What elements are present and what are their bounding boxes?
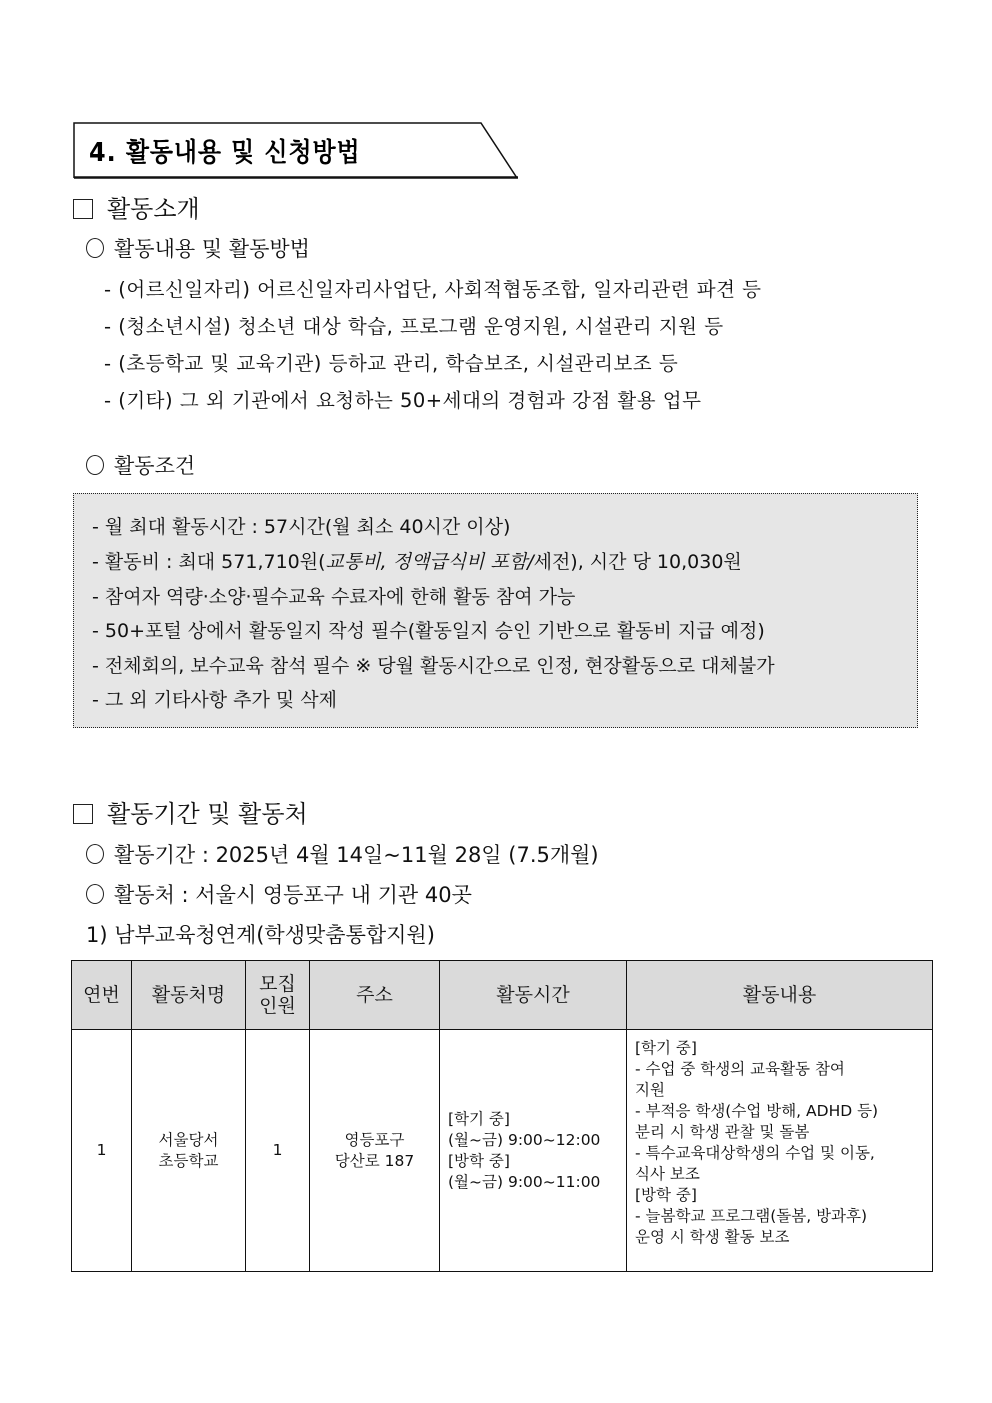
header-name: 활동처명	[132, 961, 246, 1030]
cell-address	[310, 1030, 440, 1272]
square-bullet-icon	[73, 804, 93, 824]
section-heading-period	[73, 794, 308, 829]
content-item: - (청소년시설) 청소년 대상 학습, 프로그램 운영지원, 시설관리 지원 등	[104, 315, 724, 338]
section-heading-intro	[73, 189, 200, 224]
conditions-box	[73, 493, 918, 728]
header-recruit-line: 인원	[259, 995, 296, 1017]
condition-text: - 활동비 : 최대 571,710원(	[92, 551, 326, 573]
cell-time	[440, 1030, 627, 1272]
section-heading-text: 활동기간 및 활동처	[107, 800, 308, 828]
cell-no: 1	[72, 1030, 132, 1272]
cell-line: - 늘봄학교 프로그램(돌봄, 방과후)	[635, 1207, 868, 1225]
cell-line: 당산로 187	[334, 1151, 415, 1170]
cell-line: 식사 보조	[635, 1165, 700, 1183]
cell-line: [방학 중]	[635, 1186, 697, 1204]
header-recruit-line: 모집	[259, 973, 296, 995]
cell-line: 분리 시 학생 관찰 및 돌봄	[635, 1123, 810, 1141]
subheading-content	[86, 233, 310, 263]
condition-text: 세전), 시간 당 10,030원	[533, 551, 742, 573]
condition-item: - 전체회의, 보수교육 참석 필수 ※ 당월 활동시간으로 인정, 현장활동으로 대체불가	[92, 655, 775, 677]
section-heading-text: 활동소개	[107, 195, 200, 223]
cell-line: 운영 시 학생 활동 보조	[635, 1228, 790, 1246]
cell-line: 지원	[635, 1081, 665, 1099]
circle-bullet-icon	[86, 455, 104, 475]
cell-line: 영등포구	[344, 1130, 405, 1149]
circle-bullet-icon	[86, 844, 104, 864]
header-address: 주소	[310, 961, 440, 1030]
cell-line: 초등학교	[158, 1151, 219, 1170]
circle-bullet-icon	[86, 238, 104, 258]
cell-line: - 부적응 학생(수업 방해, ADHD 등)	[635, 1102, 879, 1120]
header-time: 활동시간	[440, 961, 627, 1030]
cell-line: - 수업 중 학생의 교육활동 참여	[635, 1060, 845, 1078]
places-line	[86, 879, 472, 909]
subheading-text: 활동조건	[114, 454, 196, 478]
header-content: 활동내용	[627, 961, 933, 1030]
content-item: - (기타) 그 외 기관에서 요청하는 50+세대의 경험과 강점 활용 업무	[104, 389, 702, 412]
condition-item	[92, 547, 742, 574]
page-title: 4. 활동내용 및 신청방법	[89, 138, 361, 168]
period-line	[86, 839, 599, 869]
square-bullet-icon	[73, 199, 93, 219]
cell-line: 서울당서	[158, 1130, 219, 1149]
table-header-row	[72, 961, 933, 1030]
header-no: 연번	[72, 961, 132, 1030]
subsection-title: 1) 남부교육청연계(학생맞춤통합지원)	[86, 923, 435, 947]
table-row	[72, 1030, 933, 1272]
cell-line: [학기 중]	[635, 1039, 697, 1057]
content-item: - (어르신일자리) 어르신일자리사업단, 사회적협동조합, 일자리관련 파견 등	[104, 278, 762, 301]
cell-line: - 특수교육대상학생의 수업 및 이동,	[635, 1144, 875, 1162]
cell-line: [학기 중]	[448, 1109, 510, 1128]
cell-line: (월~금) 9:00~11:00	[448, 1172, 601, 1191]
cell-line: (월~금) 9:00~12:00	[448, 1130, 601, 1149]
header-recruit	[246, 961, 310, 1030]
cell-recruit: 1	[246, 1030, 310, 1272]
content-item: - (초등학교 및 교육기관) 등하교 관리, 학습보조, 시설관리보조 등	[104, 352, 679, 375]
condition-item: - 50+포털 상에서 활동일지 작성 필수(활동일지 승인 기반으로 활동비 지급 예정)	[92, 620, 765, 642]
places-table	[71, 960, 933, 1272]
cell-line: [방학 중]	[448, 1151, 510, 1170]
condition-item: - 월 최대 활동시간 : 57시간(월 최소 40시간 이상)	[92, 516, 511, 538]
places-text: 활동처 : 서울시 영등포구 내 기관 40곳	[114, 883, 472, 907]
condition-item: - 그 외 기타사항 추가 및 삭제	[92, 689, 337, 711]
condition-item: - 참여자 역량·소양·필수교육 수료자에 한해 활동 참여 가능	[92, 586, 576, 608]
section-title-banner	[73, 122, 518, 178]
cell-content	[627, 1030, 933, 1272]
cell-name	[132, 1030, 246, 1272]
period-text: 활동기간 : 2025년 4월 14일~11월 28일 (7.5개월)	[114, 843, 599, 867]
subheading-conditions	[86, 450, 195, 480]
subheading-text: 활동내용 및 활동방법	[114, 237, 310, 261]
condition-italic-text: 교통비, 정액급식비 포함/	[325, 551, 534, 573]
circle-bullet-icon	[86, 884, 104, 904]
